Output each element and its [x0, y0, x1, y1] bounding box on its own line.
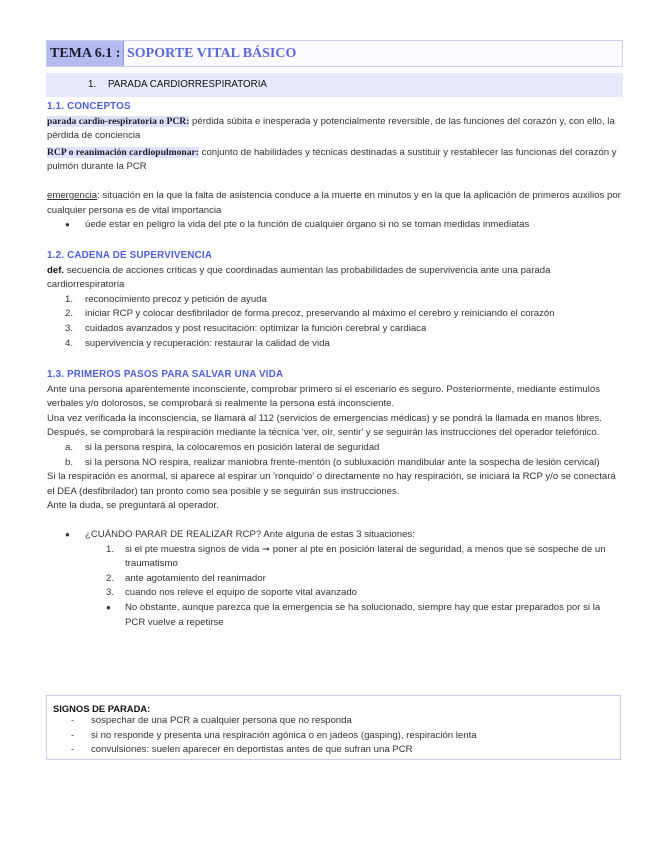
list-item: 3. cuidados avanzados y post resucitación: optimizar la función cerebral y cardiaca	[65, 322, 427, 334]
list-item: ● ¿CUÁNDO PARAR DE REALIZAR RCP? Ante alguna de estas 3 situaciones:	[47, 528, 623, 543]
list-item: 2. iniciar RCP y colocar desfibrilador de forma precoz, preservando al máximo el cerebro y reiniciando el corazón	[65, 308, 555, 320]
cadena-list	[47, 293, 623, 351]
pasos-section	[47, 368, 623, 630]
title-bar	[46, 40, 623, 67]
pasos-list	[47, 441, 623, 470]
bullet-icon: ●	[65, 529, 70, 539]
cadena-heading: 1.2. CADENA DE SUPERVIVENCIA	[47, 250, 213, 261]
list-item: ● úede estar en peligro la vida del pte o la función de cualquier órgano si no se toman medidas inmediatas	[47, 218, 623, 233]
pasos-heading: 1.3. PRIMEROS PASOS PARA SALVAR UNA VIDA	[47, 369, 284, 380]
emergencia-definition	[47, 189, 623, 218]
list-item: 3. cuando nos releve el equipo de soporte vital avanzado	[106, 587, 358, 599]
pcr-text: pérdida súbita e inesperada y potencialmente reversible, de las funciones del corazón y, con ello, la pérdida de conciencia	[47, 115, 615, 142]
list-item: b. si la persona NO respira, realizar maniobra frente-mentón (o subluxación mandibular ante la sospecha de lesión cervical)	[65, 456, 600, 468]
pcr-term: parada cardio-respiratoria o PCR:	[47, 115, 190, 127]
emergencia-list	[47, 218, 623, 233]
signos-heading: SIGNOS DE PARADA:	[53, 703, 151, 714]
pasos-paragraph: Una vez verificada la inconsciencia, se llamará al 112 (servicios de emergencias médicas) y se pondrá la llamada en manos libres.	[47, 412, 602, 424]
list-item: 1. reconocimiento precoz y petición de ayuda	[65, 293, 267, 305]
rcp-definition	[47, 146, 623, 175]
section-title: PARADA CARDIORRESPIRATORIA	[108, 79, 267, 90]
list-item: 2. ante agotamiento del reanimador	[106, 572, 266, 584]
cadena-definition	[47, 264, 623, 293]
list-item: a. si la persona respira, la colocaremos en posición lateral de seguridad	[65, 441, 380, 453]
signos-list	[53, 714, 613, 758]
list-item: 1. si el pte muestra signos de vida ➞ poner al pte en posición lateral de seguridad, a menos que se sospeche de un traumatismo	[106, 543, 606, 570]
list-item: - sospechar de una PCR a cualquier persona que no responda	[71, 715, 352, 726]
pasos-paragraph: Ante la duda, se preguntará al operador.	[47, 500, 219, 512]
cadena-section	[47, 249, 623, 351]
section-header	[46, 73, 623, 97]
rcp-term: RCP o reanimación cardiopulmonar:	[47, 146, 199, 158]
cuando-sublist	[47, 543, 623, 631]
rcp-text: conjunto de habilidades y técnicas destinadas a sustituir y restablecer las funcionas del corazón y pulmón durante la PCR	[47, 146, 617, 173]
conceptos-section	[47, 100, 623, 233]
def-label: def.	[47, 264, 65, 276]
list-item: 4. supervivencia y recuperación: restaurar la calidad de vida	[65, 337, 330, 349]
tema-label: TEMA 6.1 :	[47, 41, 124, 66]
pasos-paragraph: Ante una persona aparentemente inconsciente, comprobar primero si el escenario es seguro. Posteriormente, mediante estímulos verbales y/o dolorosos, se comprobará si realmente la persona está inconsciente.	[47, 383, 601, 410]
conceptos-heading: 1.1. CONCEPTOS	[47, 101, 131, 112]
signos-box	[46, 695, 621, 760]
list-item: - si no responde y presenta una respiración agónica o en jadeos (gasping), respiración lenta	[71, 729, 477, 741]
bullet-icon: ●	[65, 220, 70, 230]
list-item: ● No obstante, aunque parezca que la emergencia se ha solucionado, siempre hay que estar preparados por si la PCR vuelve a repetirse	[106, 601, 601, 628]
emergencia-term: emergencia	[47, 189, 98, 201]
emergencia-text: : situación en la que la falta de asistencia conduce a la muerte en minutos y en la que la aplicación de primeros auxilios por cualquier persona es de vital importancia	[47, 189, 621, 216]
pcr-definition	[47, 115, 623, 144]
list-item: - convulsiones: suelen aparecer en deportistas antes de que sufran una PCR	[71, 744, 413, 756]
pasos-paragraph: Después, se comprobará la respiración mediante la técnica 'ver, oír, sentir' y se seguirán las instrucciones del operador telefónico.	[47, 427, 600, 439]
page-title: SOPORTE VITAL BÁSICO	[127, 46, 297, 61]
section-number: 1.	[88, 79, 97, 90]
bullet-icon: ●	[106, 602, 111, 612]
def-text: secuencia de acciones críticas y que coordinadas aumentan las probabilidades de supervivencia ante una parada cardiorrespiratoria	[47, 264, 551, 291]
pasos-paragraph: Si la respiración es anormal, si aparece al espirar un 'ronquido' o directamente no hay respiración, se iniciará la RCP y/o se conectará el DEA (desfibrilador) tan pronto como sea posible y se seguirán sus instrucciones.	[47, 471, 616, 497]
cuando-list	[47, 528, 623, 543]
